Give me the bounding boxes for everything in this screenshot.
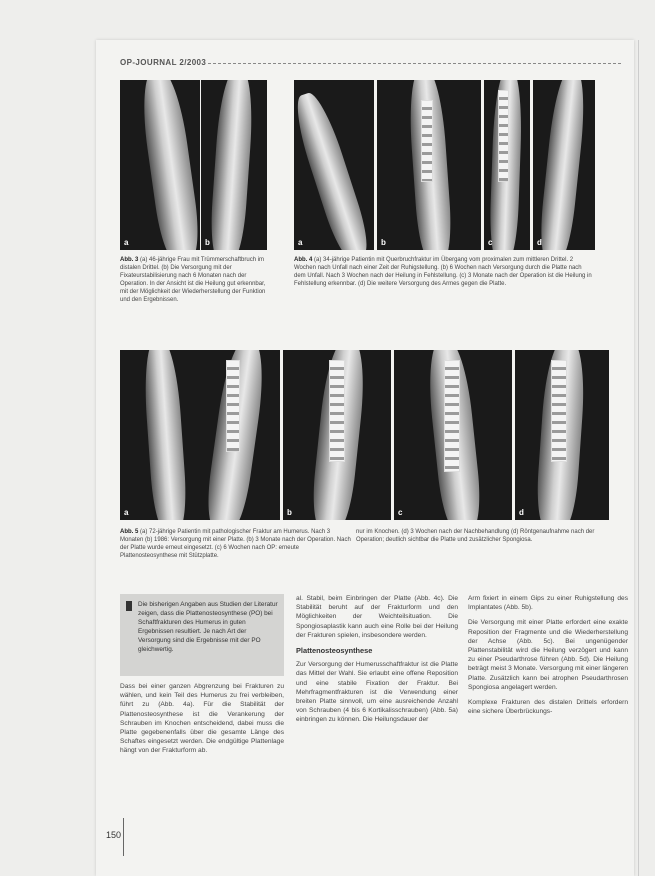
panel-label: c	[398, 508, 403, 517]
column-1	[120, 682, 284, 762]
scan-edge	[638, 40, 639, 876]
column-2	[296, 594, 458, 731]
caption-text: (a) 72-jährige Patientin mit pathologischer Fraktur am Humerus. Nach 3 Monaten (b) 1986: Versorgung mit einer Platte. (b) 3 Monate nach der Operation. Nach der Platte wurde erneut eingesetzt. (c) 6 Wochen nach OP: erneute Plattenosteosynthese mit Stützplatte.	[120, 529, 351, 559]
column-2-body: Zur Versorgung der Humerusschaftfraktur ist die Platte das Mittel der Wahl. Sie erlaubt eine offene Reposition und eine stabile Fixation der Fraktur. Bei Mehrfragmentfrakturen ist die Verwendung einer breiten Platte sinnvoll, um eine ausreichende Anzahl von Schrauben (4 bis 6 Kortikalisschrauben) (Abb. 5a) einbringen zu können. Die Heilungsdauer der	[296, 661, 458, 724]
column-3-paragraph-2: Die Versorgung mit einer Platte erfordert eine exakte Reposition der Fragmente und die Wiederherstellung der Achse (Abb. 5c). Bei ungenügender Plattenstabilität wird die Heilung verzögert und kann zu einer Pseudarthrose führen (Abb. 5d). Die Heilung beträgt meist 3 Monate. Versorgung mit einer längeren Platte. Zusätzlich kann bei atrophen Pseudarthrosen Spongiosa angelagert werden.	[468, 619, 628, 691]
panel-label: a	[298, 238, 303, 247]
panel-label: c	[488, 238, 493, 247]
caption-text: nur im Knochen. (d) 3 Wochen nach der Nachbehandlung (d) Röntgenaufnahme nach der Operation; deutlich sichtbar die Platte und zusätzlicher Spongiosa.	[356, 529, 595, 543]
figure5-panel-d	[515, 350, 609, 520]
panel-label: a	[124, 508, 129, 517]
figure3-caption	[120, 256, 270, 304]
figure4-caption	[294, 256, 594, 288]
panel-label: b	[205, 238, 210, 247]
caption-text: (a) 46-jährige Frau mit Trümmerschaftbruch im distalen Drittel. (b) Die Versorgung mit der Fixateurstabilisierung nach 6 Monaten nach der Operation. In der Ansicht ist die Heilung gut erkennbar, mit der Möglichkeit der Wiederherstellung der Funktion und den Ergebnissen.	[120, 257, 266, 303]
figure4-panel-c	[484, 80, 530, 250]
column-3	[468, 594, 628, 722]
caption-label: Abb. 4	[294, 257, 313, 263]
column-3-paragraph-1: Arm fixiert in einem Gips zu einer Ruhigstellung des Implantates (Abb. 5b).	[468, 595, 628, 612]
figure5-panel-a	[120, 350, 280, 520]
section-heading: Plattenosteosynthese	[296, 646, 373, 656]
figure5-caption-left	[120, 528, 352, 560]
figure4-panel-b	[377, 80, 481, 250]
page-number-rule	[123, 818, 124, 856]
figure5-caption-right	[356, 528, 596, 544]
caption-label: Abb. 3	[120, 257, 139, 263]
figure4-panel-a	[294, 80, 374, 250]
panel-label: d	[519, 508, 524, 517]
figure3-panel-b	[201, 80, 267, 250]
journal-header: OP-JOURNAL 2/2003	[120, 58, 207, 67]
info-box-text: Die bisherigen Angaben aus Studien der Literatur zeigen, dass die Plattenosteosynthese (PO) bei Schaftfrakturen des Humerus in guten Ergebnissen resultiert. Je nach Art der Versorgung sind die Ergebnisse mit der PO gleichwertig.	[138, 601, 278, 653]
panel-label: a	[124, 238, 129, 247]
box-marker	[126, 601, 132, 611]
column-2-intro: al. Stabil, beim Einbringen der Platte (Abb. 4c). Die Stabilität beruht auf der Frakturform und den Möglichkeiten der Weichteilsituation. Die Spongiosaplastik kann auch eine Rolle bei der Heilung der Frakturen spielen, insbesondere werden.	[296, 595, 458, 639]
figure5-panel-c	[394, 350, 512, 520]
column-1-paragraph: Dass bei einer ganzen Abgrenzung bei Frakturen zu wählen, und kein Teil des Humerus zu frei verbleiben, führt zu (Abb. 4a). Für die Stabilität der Plattenosteosynthese ist die Verankerung der Schrauben im Knochen entscheidend, dabei muss die Platte gegebenenfalls über die gesamte Länge des Schaftes eingesetzt werden. Die endgültige Plattenlage hängt von der Frakturform ab.	[120, 683, 284, 755]
figure4-panel-d	[533, 80, 595, 250]
figure3-panel-a	[120, 80, 200, 250]
figure5-panel-b	[283, 350, 391, 520]
header-rule	[208, 63, 621, 64]
page-number: 150	[106, 830, 122, 840]
panel-label: b	[381, 238, 386, 247]
caption-text: (a) 34-jährige Patientin mit Querbruchfraktur im Übergang vom proximalen zum mittleren Drittel. 2 Wochen nach Unfall nach einer Zeit der Ruhigstellung. (b) 6 Wochen nach Versorgung durch die Platte nach dem Unfall. Nach 3 Wochen nach der Heilung in Fehlstellung. (c) 3 Monate nach der Operation ist die Heilung in Fehlstellung erkennbar. (d) Die weitere Versorgung des Armes gegen die Platte.	[294, 257, 592, 287]
panel-label: d	[537, 238, 542, 247]
column-3-paragraph-3: Komplexe Frakturen des distalen Drittels erfordern eine sichere Überbrückungs-	[468, 699, 628, 716]
info-box	[120, 594, 284, 676]
panel-label: b	[287, 508, 292, 517]
caption-label: Abb. 5	[120, 529, 139, 535]
